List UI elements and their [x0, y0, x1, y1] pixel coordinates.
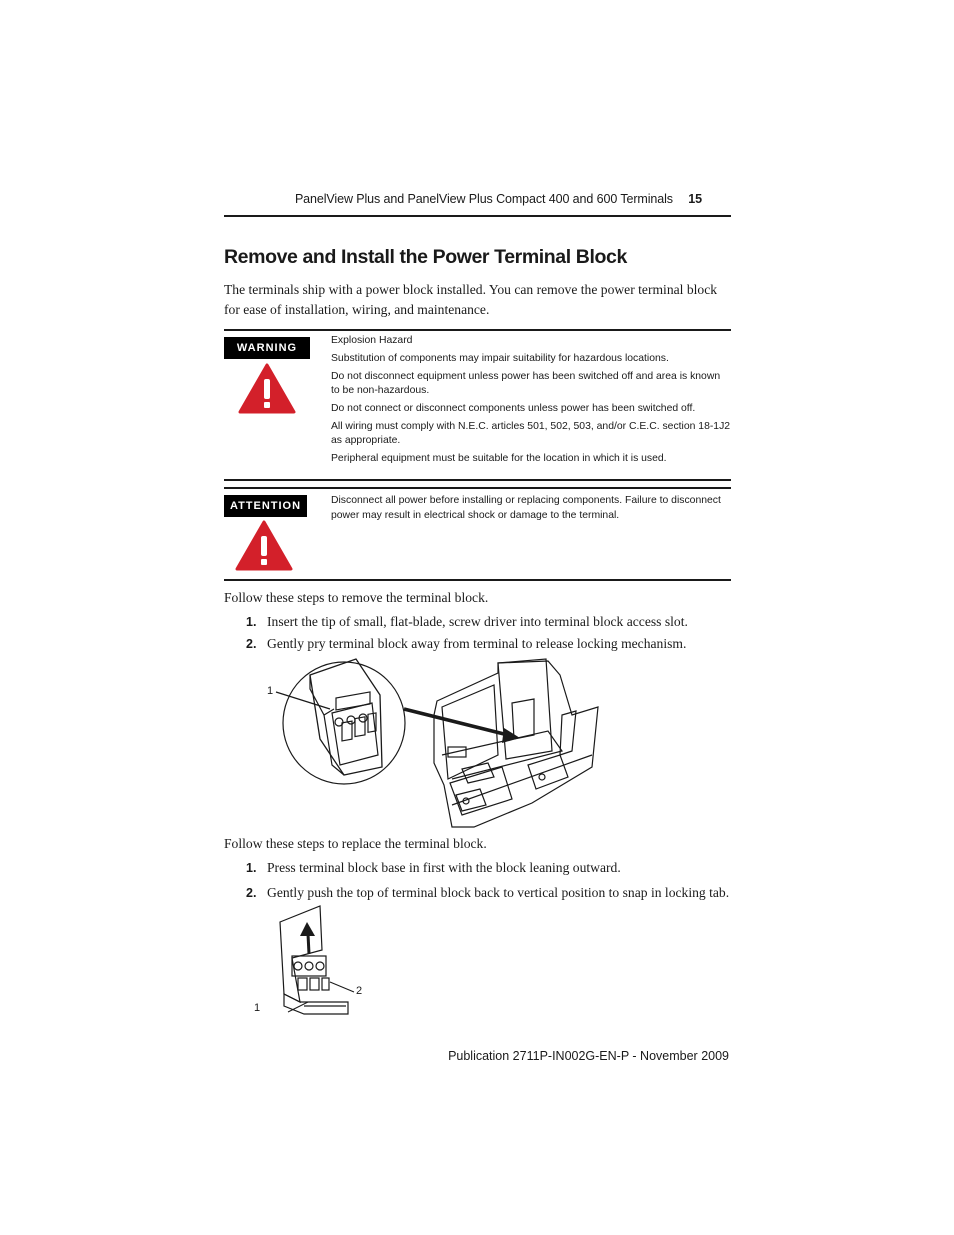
remove-step-text: Gently pry terminal block away from terminal to release locking mechanism. — [267, 636, 687, 651]
figure-callout: 1 — [267, 685, 274, 697]
warning-bottom-rule — [224, 479, 731, 481]
section-title: Remove and Install the Power Terminal Block — [224, 246, 627, 268]
publication-footer: Publication 2711P-IN002G-EN-P - November 2009 — [448, 1049, 729, 1063]
warning-line: All wiring must comply with N.E.C. articles 501, 502, 503, and/or C.E.C. section 18-1J2 as appropriate. — [331, 421, 731, 446]
warning-line: Explosion Hazard — [331, 335, 413, 346]
attention-badge: ATTENTION — [224, 495, 307, 517]
page-number: 15 — [688, 192, 702, 206]
replace-step-number: 2. — [246, 886, 257, 900]
warning-line: Substitution of components may impair suitability for hazardous locations. — [331, 353, 669, 364]
attention-top-rule — [224, 487, 731, 489]
header-rule — [224, 215, 731, 217]
remove-step-number: 2. — [246, 637, 257, 651]
warning-badge: WARNING — [224, 337, 310, 359]
remove-step-number: 1. — [246, 615, 257, 629]
warning-top-rule — [224, 329, 731, 331]
warning-line: Do not connect or disconnect components unless power has been switched off. — [331, 403, 696, 414]
figure-callout: 2 — [356, 985, 363, 997]
warning-triangle-icon — [237, 362, 297, 416]
figure-callout: 1 — [254, 1002, 261, 1014]
warning-text — [331, 334, 731, 470]
remove-terminal-block-figure — [262, 655, 607, 830]
replace-step-number: 1. — [246, 861, 257, 875]
attention-text: Disconnect all power before installing or replacing components. Failure to disconnect power may result in electrical shock or damage to the terminal. — [331, 495, 721, 521]
running-title: PanelView Plus and PanelView Plus Compact 400 and 600 Terminals — [294, 192, 673, 206]
remove-lead: Follow these steps to remove the terminal block. — [224, 590, 489, 605]
warning-triangle-icon — [234, 519, 294, 573]
remove-step-text: Insert the tip of small, flat-blade, screw driver into terminal block access slot. — [267, 614, 688, 629]
replace-step-text: Gently push the top of terminal block back to vertical position to snap in locking tab. — [267, 885, 730, 900]
intro-paragraph: The terminals ship with a power block installed. You can remove the power terminal block for ease of installation, wiring, and maintenance. — [224, 282, 718, 317]
running-header — [295, 192, 702, 206]
warning-line: Peripheral equipment must be suitable for the location in which it is used. — [331, 453, 667, 464]
warning-line: Do not disconnect equipment unless power has been switched off and area is known to be non-hazardous. — [331, 371, 721, 396]
replace-step-text: Press terminal block base in first with the block leaning outward. — [267, 860, 621, 875]
replace-lead: Follow these steps to replace the terminal block. — [224, 836, 487, 851]
replace-terminal-block-figure — [262, 902, 362, 1020]
attention-bottom-rule — [224, 579, 731, 581]
